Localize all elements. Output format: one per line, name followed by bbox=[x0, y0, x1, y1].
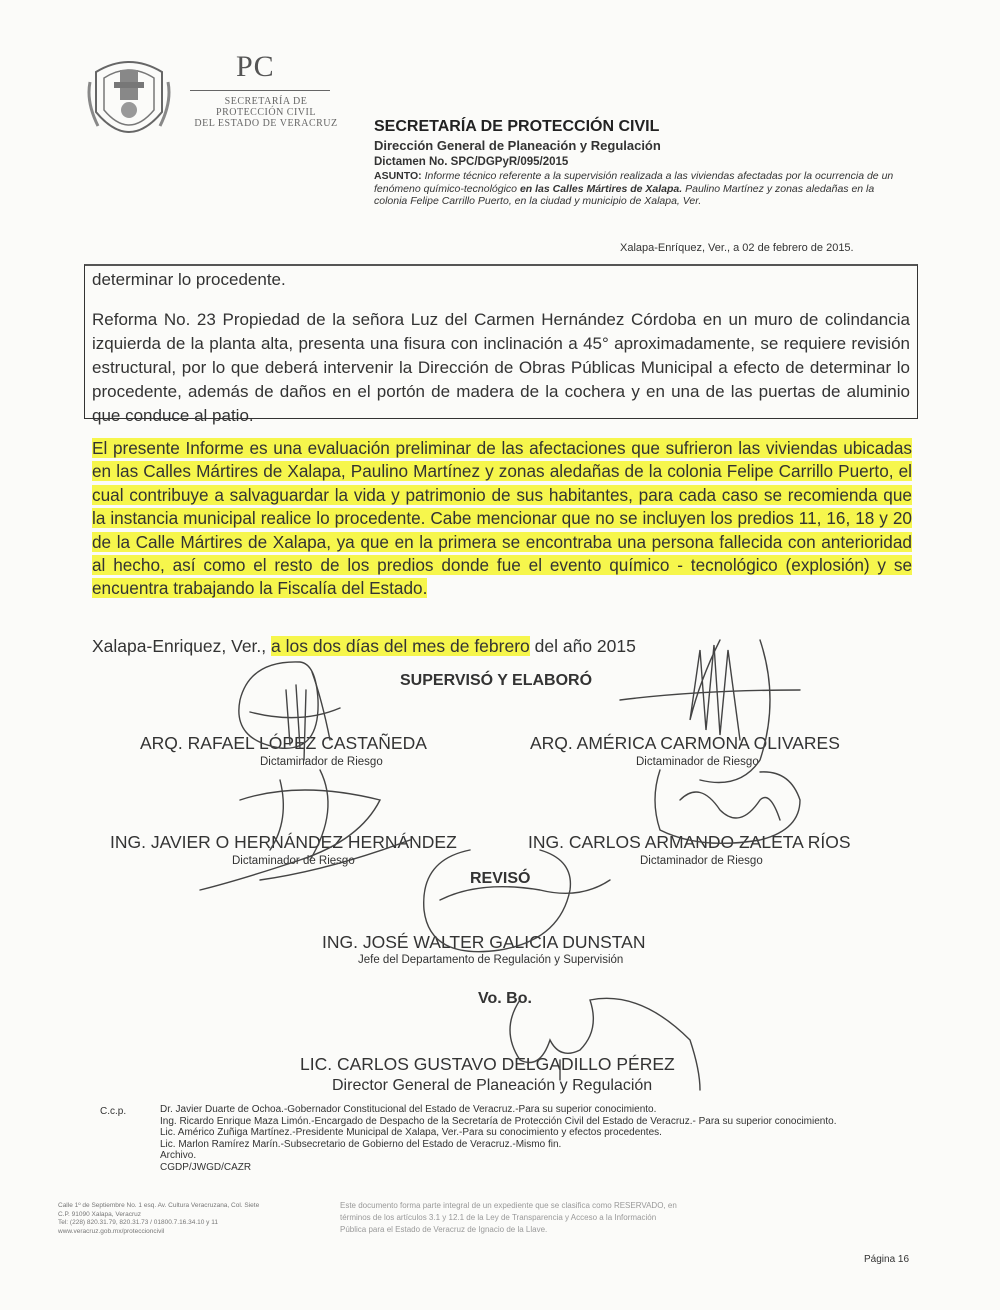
agency-line-1: SECRETARÍA DE bbox=[224, 96, 308, 107]
asunto-text: Informe técnico referente a la supervisión realizada a las viviendas afectadas por la ocurrencia de un fenómeno químico-tecnológico bbox=[374, 170, 894, 195]
place-date-line bbox=[92, 636, 636, 657]
address-line: www.veracruz.gob.mx/proteccioncivil bbox=[58, 1227, 165, 1235]
page-number: Página 16 bbox=[864, 1254, 910, 1265]
legal-line: Este documento forma parte integral de un expediente que se clasifica como RESERVADO, en bbox=[340, 1201, 677, 1210]
ccp-line: Archivo. bbox=[160, 1150, 197, 1161]
signer-role-carmona: Dictaminador de Riesgo bbox=[636, 756, 759, 768]
dictamen-number: Dictamen No. SPC/DGPyR/095/2015 bbox=[374, 156, 569, 168]
footer-legal-notice bbox=[340, 1200, 780, 1236]
place-highlight: a los dos días del mes de febrero bbox=[271, 636, 530, 656]
address-line: Tel: (228) 820.31.79, 820.31.73 / 01800.7.16.34.10 y 11 bbox=[58, 1219, 218, 1226]
ccp-line: Ing. Ricardo Enrique Maza Limón.-Encargado de Despacho de la Secretaría de Protección Civil del Estado de Veracruz.- Para su superior conocimiento. bbox=[160, 1115, 837, 1127]
agency-small-name bbox=[186, 96, 346, 129]
signer-name-carmona: ARQ. AMÉRICA CARMONA OLIVARES bbox=[530, 733, 840, 753]
pc-logo-text: PC bbox=[236, 50, 275, 83]
heading-vobo: Vo. Bo. bbox=[478, 990, 532, 1007]
ccp-line: Dr. Javier Duarte de Ochoa.-Gobernador Constitucional del Estado de Veracruz.-Para su superior conocimiento. bbox=[160, 1104, 657, 1115]
agency-line-2: PROTECCIÓN CIVIL bbox=[216, 107, 316, 118]
address-line: C.P. 91090 Xalapa, Veracruz bbox=[58, 1210, 141, 1218]
ccp-label: C.c.p. bbox=[100, 1106, 127, 1117]
continuation-first-line: determinar lo procedente. bbox=[92, 270, 286, 289]
agency-line-3: DEL ESTADO DE VERACRUZ bbox=[194, 118, 338, 129]
veracruz-seal-logo bbox=[86, 52, 172, 148]
ccp-list bbox=[160, 1104, 836, 1173]
approver-role: Director General de Planeación y Regulación bbox=[332, 1077, 653, 1094]
signer-role-zaleta: Dictaminador de Riesgo bbox=[640, 855, 763, 867]
heading-supervised: SUPERVISÓ Y ELABORÓ bbox=[400, 672, 593, 689]
document-title: SECRETARÍA DE PROTECCIÓN CIVIL bbox=[374, 118, 660, 135]
reviewer-role: Jefe del Departamento de Regulación y Supervisión bbox=[358, 954, 624, 966]
signer-role-hernandez: Dictaminador de Riesgo bbox=[232, 855, 355, 867]
logo-divider bbox=[190, 90, 330, 91]
summary-paragraph bbox=[92, 437, 912, 601]
ccp-line: Lic. Américo Zuñiga Martínez.-Presidente Municipal de Xalapa, Ver.-Para su conocimiento y efectos procedentes. bbox=[160, 1127, 662, 1138]
footer-address bbox=[58, 1202, 328, 1236]
signer-name-zaleta: ING. CARLOS ARMANDO ZALETA RÍOS bbox=[528, 832, 851, 852]
asunto-label: ASUNTO: bbox=[374, 170, 422, 182]
asunto-bold: en las Calles Mártires de Xalapa. bbox=[519, 182, 683, 195]
place-prefix: Xalapa-Enriquez, Ver., bbox=[92, 636, 267, 656]
signer-name-hernandez: ING. JAVIER O HERNÁNDEZ HERNÁNDEZ bbox=[110, 832, 457, 852]
document-date: Xalapa-Enríquez, Ver., a 02 de febrero de 2015. bbox=[620, 242, 854, 254]
address-line: Calle 1º de Septiembre No. 1 esq. Av. Cultura Veracruzana, Col. Siete bbox=[58, 1202, 260, 1209]
signer-role-lopez: Dictaminador de Riesgo bbox=[260, 756, 383, 768]
reforma-23-paragraph: Reforma No. 23 Propiedad de la señora Luz del Carmen Hernández Córdoba en un muro de colindancia izquierda de la planta alta, presenta una fisura con inclinación a 45° aproximadamente, se requiere revisión estructural, por lo que deberá intervenir la Dirección de Obras Públicas Municipal a efecto de determinar lo procedente, además de daños en el portón de madera de la cochera y en una de las puertas de aluminio que conduce al patio. bbox=[92, 310, 910, 425]
legal-line: Pública para el Estado de Veracruz de Ignacio de la Llave. bbox=[340, 1225, 548, 1234]
ccp-line: CGDP/JWGD/CAZR bbox=[160, 1161, 252, 1173]
document-subtitle: Dirección General de Planeación y Regulación bbox=[374, 138, 661, 153]
approver-name: LIC. CARLOS GUSTAVO DELGADILLO PÉREZ bbox=[300, 1054, 675, 1074]
reviewer-name: ING. JOSÉ WALTER GALICIA DUNSTAN bbox=[322, 932, 646, 952]
place-suffix: del año 2015 bbox=[534, 636, 636, 656]
asunto-text-2: Paulino Martínez y zonas aledañas en la colonia Felipe Carrillo Puerto, en la ciudad y municipio de Xalapa, Ver. bbox=[374, 182, 875, 207]
ccp-line: Lic. Marlon Ramírez Marín.-Subsecretario de Gobierno del Estado de Veracruz.-Mismo fin. bbox=[160, 1138, 562, 1150]
heading-reviewed: REVISÓ bbox=[470, 870, 531, 887]
legal-line: términos de los artículos 3.1 y 12.1 de la Ley de Transparencia y Acceso a la Información bbox=[340, 1213, 657, 1222]
asunto-block bbox=[374, 170, 904, 208]
signer-name-lopez: ARQ. RAFAEL LÓPEZ CASTAÑEDA bbox=[140, 733, 427, 753]
summary-highlight: El presente Informe es una evaluación preliminar de las afectaciones que sufrieron las viviendas ubicadas en las Calles Mártires de Xalapa, Paulino Martínez y zonas aledañas de la colonia Felipe Carrillo Puerto, el cual contribuye a salvaguardar la vida y patrimonio de sus habitantes, para cada caso se recomienda que la instancia municipal realice lo procedente. Cabe mencionar que no se incluyen los predios 11, 16, 18 y 20 de la Calle Mártires de Xalapa, ya que en la primera se encontraba una persona fallecida con anterioridad al hecho, así como el resto de los predios donde fue el evento químico - tecnológico (explosión) y se encuentra trabajando la Fiscalía del Estado. bbox=[92, 438, 912, 599]
